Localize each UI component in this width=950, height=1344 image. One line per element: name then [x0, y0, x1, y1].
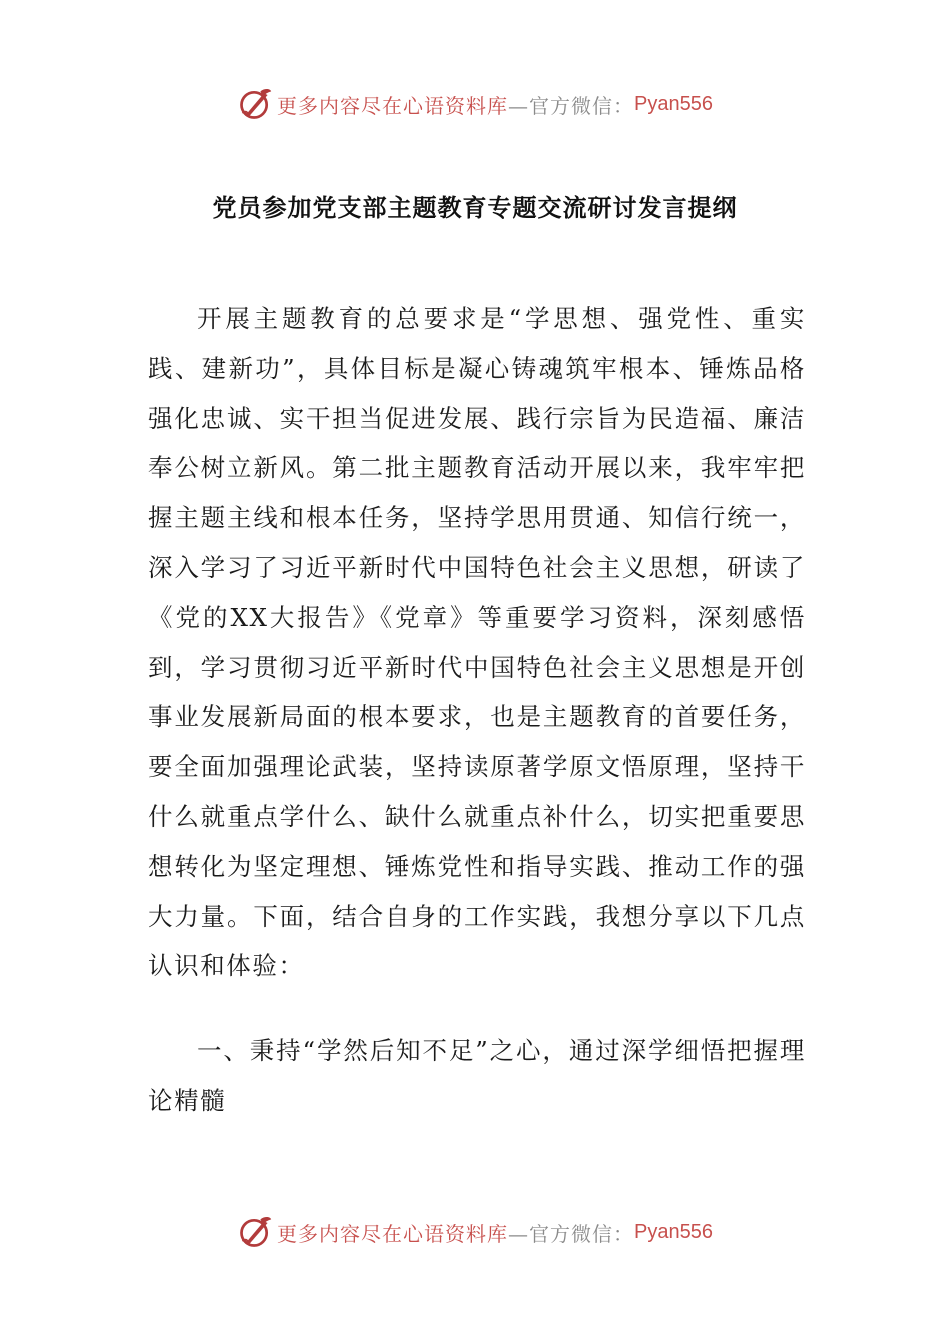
watermark-wechat-id: Pyan556 [634, 1220, 713, 1243]
body-paragraph: 开展主题教育的总要求是“学思想、强党性、重实践、建新功”，具体目标是凝心铸魂筑牢根本、锤炼品格强化忠诚、实干担当促进发展、践行宗旨为民造福、廉洁奉公树立新风。第二批主题教育活动开展以来，我牢牢把握主题主线和根本任务，坚持学思用贯通、知信行统一，深入学习了习近平新时代中国特色社会主义思想，研读了《党的XX大报告》《党章》等重要学习资料，深刻感悟到，学习贯彻习近平新时代中国特色社会主义思想是开创事业发展新局面的根本要求，也是主题教育的首要任务，要全面加强理论武装，坚持读原著学原文悟原理，坚持干什么就重点学什么、缺什么就重点补什么，切实把重要思想转化为坚定理想、锤炼党性和指导实践、推动工作的强大力量。下面，结合自身的工作实践，我想分享以下几点认识和体验： [148, 304, 806, 981]
quill-pen-logo-icon [237, 1214, 273, 1250]
footer-watermark [0, 1212, 950, 1252]
document-title: 党员参加党支部主题教育专题交流研讨发言提纲 [212, 194, 738, 222]
section-heading-1: 一、秉持“学然后知不足”之心，通过深学细悟把握理论精髓 [148, 1036, 806, 1115]
header-watermark [0, 84, 950, 124]
watermark-main-text: 更多内容尽在心语资料库 [277, 1221, 509, 1246]
quill-pen-logo-icon [237, 86, 273, 122]
watermark-wechat-id: Pyan556 [634, 92, 713, 115]
watermark-sub-text: —官方微信： [508, 1221, 635, 1246]
watermark-main-text: 更多内容尽在心语资料库 [277, 93, 509, 118]
watermark-sub-text: —官方微信： [508, 93, 635, 118]
